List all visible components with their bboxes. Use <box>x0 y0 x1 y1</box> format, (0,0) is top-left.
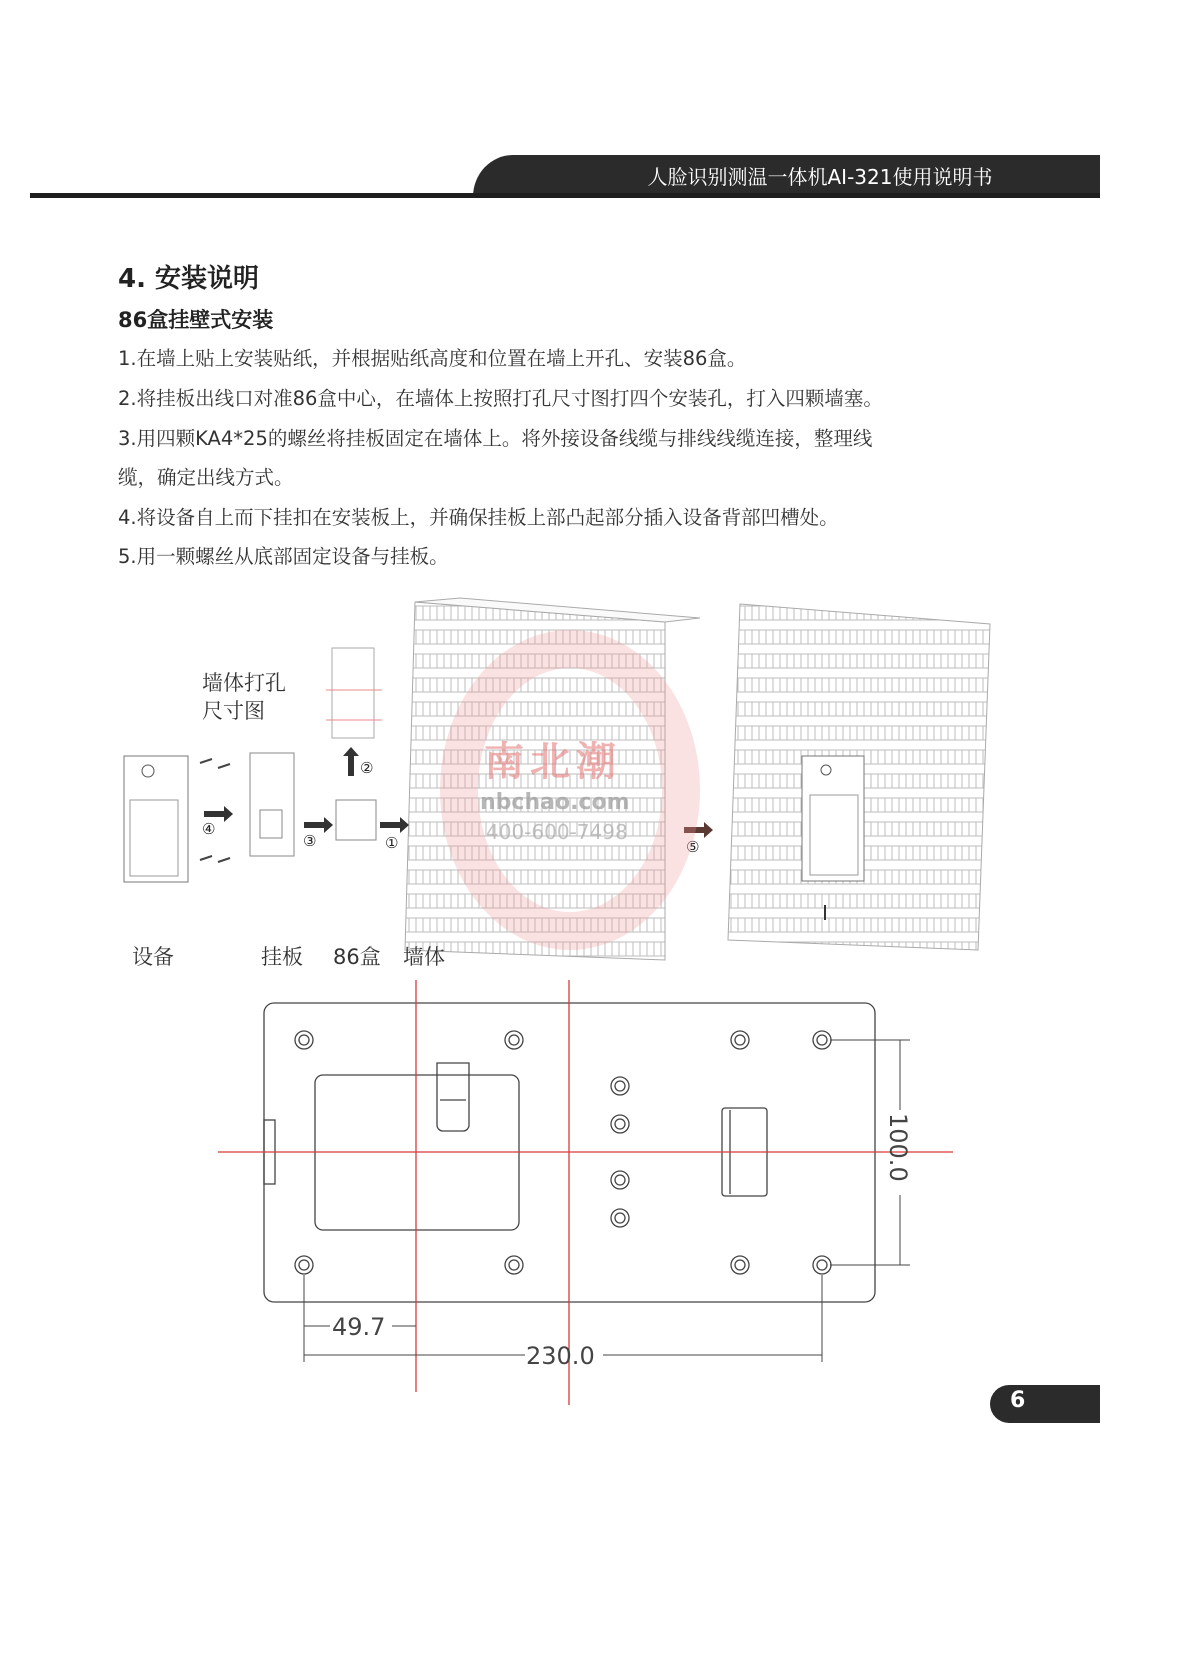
mounting-hole <box>817 1035 827 1045</box>
mounting-hole <box>731 1031 749 1049</box>
86-box-illustration <box>336 800 376 840</box>
mounting-hole <box>509 1260 519 1270</box>
drill-label: 墙体打孔 <box>202 671 286 695</box>
mounting-hole <box>817 1260 827 1270</box>
part-label-86box: 86盒 <box>333 945 381 969</box>
dimension-lines <box>304 1040 910 1362</box>
mounting-hole <box>505 1256 523 1274</box>
mounting-hole <box>509 1035 519 1045</box>
watermark-logo-cn: 南北潮 <box>484 739 622 785</box>
mounting-hole <box>299 1260 309 1270</box>
mounting-hole <box>611 1171 629 1189</box>
step-marker-3: ③ <box>303 832 317 850</box>
part-label-wall: 墙体 <box>403 945 445 969</box>
step-marker-4: ④ <box>202 820 216 838</box>
step-marker-5: ⑤ <box>686 838 700 856</box>
section-title: 4. 安装说明 <box>118 264 260 294</box>
dimension-width: 230.0 <box>526 1342 595 1370</box>
watermark-phone: 400-600-7498 <box>486 820 628 844</box>
mounting-hole <box>735 1035 745 1045</box>
mounting-hole <box>611 1115 629 1133</box>
mounting-hole <box>295 1031 313 1049</box>
page-number: 6 <box>1010 1388 1026 1413</box>
mounting-hole <box>611 1077 629 1095</box>
drill-label-2: 尺寸图 <box>202 699 265 723</box>
step-4: 4.将设备自上而下挂扣在安装板上，并确保挂板上部凸起部分插入设备背部凹槽处。 <box>118 506 839 529</box>
mounting-hole <box>615 1213 625 1223</box>
mounting-hole <box>735 1260 745 1270</box>
mounting-hole <box>615 1119 625 1129</box>
drill-template-thumbnail <box>326 648 382 738</box>
mounting-hole <box>299 1035 309 1045</box>
mounting-hole <box>505 1031 523 1049</box>
device-illustration <box>124 756 188 882</box>
step-1: 1.在墙上贴上安装贴纸，并根据贴纸高度和位置在墙上开孔、安装86盒。 <box>118 347 747 370</box>
mounting-plate-illustration <box>250 753 294 856</box>
step-marker-1: ① <box>385 834 399 852</box>
document-title: 人脸识别测温一体机AI-321使用说明书 <box>647 165 993 189</box>
watermark-site: nbchao.com <box>480 790 630 815</box>
step-5: 5.用一颗螺丝从底部固定设备与挂板。 <box>118 545 449 568</box>
mounting-hole <box>611 1209 629 1227</box>
mounting-hole <box>615 1175 625 1185</box>
part-label-device: 设备 <box>132 945 174 969</box>
dimension-height: 100.0 <box>884 1113 912 1182</box>
step-2: 2.将挂板出线口对准86盒中心，在墙体上按照打孔尺寸图打四个安装孔，打入四颗墙塞。 <box>118 387 883 410</box>
mounting-hole <box>615 1081 625 1091</box>
step-3: 3.用四颗KA4*25的螺丝将挂板固定在墙体上。将外接设备线缆与排线线缆连接，整理线 <box>118 427 873 450</box>
mounting-hole <box>813 1256 831 1274</box>
section-subtitle: 86盒挂壁式安装 <box>118 308 274 332</box>
step-3-cont: 缆，确定出线方式。 <box>118 466 294 489</box>
dimension-offset: 49.7 <box>332 1313 386 1341</box>
wall-with-device-illustration <box>728 604 990 950</box>
step-marker-2: ② <box>360 759 374 777</box>
part-label-plate: 挂板 <box>261 945 303 969</box>
mounting-hole <box>295 1256 313 1274</box>
mounting-hole <box>731 1256 749 1274</box>
mounting-hole <box>813 1031 831 1049</box>
page-number-tab <box>990 1385 1100 1423</box>
